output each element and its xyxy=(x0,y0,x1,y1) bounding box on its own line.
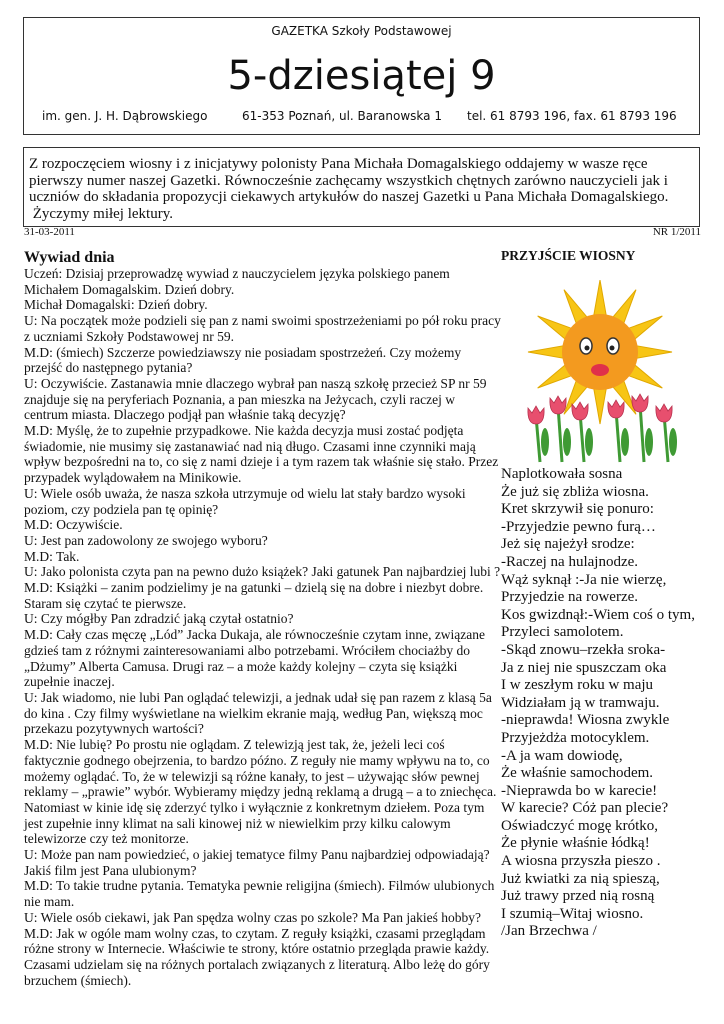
interview-paragraph: U: Na początek może podzieli się pan z nami swoimi spostrzeżeniami po pół roku pracy z uczniami Szkoły Podstawowej nr 59. xyxy=(24,313,501,344)
poem-line: Przyjedzie na rowerze. xyxy=(501,589,639,606)
interview-paragraph: U: Wiele osób uważa, że nasza szkoła utrzymuje od wielu lat stały bardzo wysoki poziom, czy podziela pan tę opinię? xyxy=(24,485,466,517)
poem-line: Już trawy przed nią rosną xyxy=(501,888,655,905)
tulip-leaf xyxy=(669,428,677,456)
interview-paragraph: M.D: To takie trudne pytania. Tematyka pewnie religijna (śmiech). Filmów ulubionych nie mam. xyxy=(24,878,495,910)
poem-line: Naplotkowała sosna xyxy=(501,466,623,482)
poem-line: -Raczej na hulajnodze. xyxy=(501,553,639,570)
interview-paragraph: M.D: Książki – zanim podzielimy je na gatunki – dzielą się na dobre i niezbyt dobre. Staram się czytać te pierwsze. xyxy=(24,580,484,611)
poem-line: I w zeszłym roku w maju xyxy=(501,677,654,694)
school-contact: tel. 61 8793 196, fax. 61 8793 196 xyxy=(467,109,677,123)
poem-line: Kret skrzywił się ponuro: xyxy=(501,501,654,518)
poem-line: -Przyjedzie pewno furą… xyxy=(501,518,656,535)
poem-line: Przyleci samolotem. xyxy=(501,624,624,641)
newspaper-title: 5-dziesiątej 9 xyxy=(227,53,496,99)
school-patron: im. gen. J. H. Dąbrowskiego xyxy=(42,109,208,123)
poem-title: PRZYJŚCIE WIOSNY xyxy=(501,248,636,263)
tulip-flower-icon xyxy=(608,400,624,418)
interview-paragraph: U: Wiele osób ciekawi, jak Pan spędza wolny czas po szkole? Ma Pan jakieś hobby? xyxy=(24,909,481,925)
sun-face xyxy=(562,314,638,390)
interview-body xyxy=(24,266,502,988)
masthead xyxy=(23,17,700,135)
sun-with-tulips-illustration xyxy=(518,280,682,464)
poem-line: I szumią–Witaj wiosno. xyxy=(501,905,644,922)
poem-line: /Jan Brzechwa / xyxy=(501,923,597,940)
poem-line: Że płynie właśnie łódką! xyxy=(501,835,650,852)
poem-column xyxy=(501,248,701,264)
interview-paragraph: U: Czy mógłby Pan zdradzić jaką czytał ostatnio? xyxy=(24,611,294,627)
poem-line: -Nieprawda bo w karecie! xyxy=(501,782,658,799)
sun-ray xyxy=(594,280,607,317)
poem-line: Już kwiatki za nią spieszą, xyxy=(501,870,660,887)
school-address: 61-353 Poznań, ul. Baranowska 1 xyxy=(242,109,442,123)
intro-box xyxy=(23,147,700,227)
interview-paragraph: U: Może pan nam powiedzieć, o jakiej tematyce filmy Panu najbardziej odpowiadają? Jakiś film jest Pana ulubionym? xyxy=(24,847,490,878)
tulip-flower-icon xyxy=(550,396,566,414)
interview-paragraph: U: Jest pan zadowolony ze swojego wyboru? xyxy=(24,532,268,548)
sun-mouth-icon xyxy=(591,364,609,376)
interview-paragraph: Michał Domagalski: Dzień dobry. xyxy=(24,297,208,313)
tulip-leaf xyxy=(541,428,549,456)
poem-line: Jeż się najeżył srodze: xyxy=(501,536,635,553)
poem-line: Że właśnie samochodem. xyxy=(501,765,654,782)
tulip-leaf xyxy=(645,428,653,456)
poem-line: Ja z niej nie spuszczam oka xyxy=(501,659,667,676)
poem-line: -Skąd znowu–rzekła sroka- xyxy=(501,641,666,658)
tulip-leaf xyxy=(621,428,629,456)
interview-paragraph: M.D: Cały czas męczę „Lód” Jacka Dukaja, ale równocześnie czytam inne, związane gdzieś tam z różnymi zainteresowaniami albo potrzebami. Wróciłem chociażby do „Dżumy” Alberta Camusa. Drugi raz – a może każdy kolejny – czyta się książki zupełnie inaczej. xyxy=(24,627,486,690)
poem-line: A wiosna przyszła pieszo . xyxy=(501,853,661,870)
tulip-flower-icon xyxy=(632,394,648,412)
interview-heading: Wywiad dnia xyxy=(24,249,115,266)
poem-line: Wąż syknął :-Ja nie wierzę, xyxy=(501,571,667,588)
interview-paragraph: U: Oczywiście. Zastanawia mnie dlaczego wybrał pan naszą szkołę przecież SP nr 59 znajduje się na peryferiach Poznania, a pan mieszka na Jeżycach, czyli raczej w centrum miasta. Dlaczego podjął pan właśnie taką decyzję? xyxy=(24,375,487,423)
tulip-stem xyxy=(558,406,562,462)
interview-paragraph: M.D: (śmiech) Szczerze powiedziawszy nie posiadam spostrzeżeń. Czy możemy przejść do następnego pytania? xyxy=(24,344,462,376)
tulip-stem xyxy=(640,404,644,462)
poem-line: Że już się zbliża wiosna. xyxy=(501,483,649,500)
interview-paragraph: U: Jako polonista czyta pan na pewno dużo książek? Jaki gatunek Pan najbardziej lubi ? xyxy=(24,564,501,580)
sun-ray xyxy=(528,346,565,359)
issue-number: NR 1/2011 xyxy=(652,226,701,238)
issue-date: 31-03-2011 xyxy=(24,226,75,238)
interview-paragraph: M.D: Myślę, że to zupełnie przypadkowe. Nie każda decyzja musi zostać podjęta świadomie, nie musimy się zastanawiać nad nią długo. Czasami inne czynniki mają wpływ bezpośredni na to, co się z nami dzieje i a tym razem tak właśnie się stało. Przez przypadek wylądowałem na Minikowie. xyxy=(24,423,499,486)
tulip-flower-icon xyxy=(528,406,544,424)
poem-line: Oświadczyć mogę krótko, xyxy=(501,817,659,834)
tulip-leaf xyxy=(563,428,571,456)
interview-paragraph: M.D: Jak w ogóle mam wolny czas, to czytam. Z reguły książki, czasami przeglądam różne strony w Internecie. Właściwie te strony, które ostatnio przegląda prawie każdy. Czasami udzielam się na różnych portalach związanych z literaturą. Albo leżę do góry brzuchem (śmiech). xyxy=(24,925,490,988)
tulip-leaf xyxy=(585,428,593,456)
poem-line: Kos gwizdnął:-Wiem coś o tym, xyxy=(501,606,695,623)
tulip-flower-icon xyxy=(656,404,672,422)
poem-line: Przyjeżdża motocyklem. xyxy=(501,729,650,746)
interview-paragraph: M.D: Tak. xyxy=(24,548,80,564)
interview-paragraph: Uczeń: Dzisiaj przeprowadzę wywiad z nauczycielem języka polskiego panem Michałem Domagalskim. Dzień dobry. xyxy=(24,266,450,297)
poem-line: -A ja wam dowiodę, xyxy=(501,747,623,764)
interview-paragraph: U: Jak wiadomo, nie lubi Pan oglądać telewizji, a jednak udał się pan razem z klasą 5a do kina . Czy filmy wyświetlane na wielkim ekranie mają, według Pan, większą moc przekazu pozytywnych wartości? xyxy=(24,689,492,737)
interview-paragraph: M.D: Nie lubię? Po prostu nie oglądam. Z telewizją jest tak, że, jeżeli leci coś faktycznie godnego obejrzenia, to bardzo późno. Z reguły nie mamy wpływu na to, co możemy oglądać. To, że w telewizji są różne kanały, to jest – używając słów pewnej reklamy – „prawie” wybór. Wybieramy między jedną reklamą a drugą – a to zniechęca. Natomiast w kinie idę się zderzyć tylko i wyłącznie z konkretnym dziełem. Poza tym jest zupełnie inny klimat na sali kinowej niż w niewielkim przy kilku calowym telewizorze czy też monitorze. xyxy=(24,737,497,847)
poem-line: Widziałam ją w tramwaju. xyxy=(501,694,660,711)
sun-left-pupil xyxy=(585,346,590,351)
poem-line: W karecie? Cóż pan plecie? xyxy=(501,800,669,817)
sun-ray xyxy=(594,387,607,424)
sun-right-pupil xyxy=(610,346,615,351)
tulip-flower-icon xyxy=(572,402,588,420)
interview-paragraph: M.D: Oczywiście. xyxy=(24,517,123,533)
intro-text: Z rozpoczęciem wiosny i z inicjatywy polonisty Pana Michała Domagalskiego oddajemy w wasze ręce pierwszy numer naszej Gazetki. Równocześnie zachęcamy wszystkich chętnych zarówno nauczycieli jak i uczniów do składania propozycji ciekawych artykułów do naszej Gazetki u Pana Michała Domagalskiego. xyxy=(29,156,669,205)
poem-line: -nieprawda! Wiosna zwykle xyxy=(501,712,670,729)
intro-closing: Życzymy miłej lektury. xyxy=(29,205,173,222)
interview-article xyxy=(24,249,502,988)
newspaper-kicker: GAZETKA Szkoły Podstawowej xyxy=(271,24,452,38)
poem-body xyxy=(501,466,711,941)
sun-ray xyxy=(635,346,672,359)
